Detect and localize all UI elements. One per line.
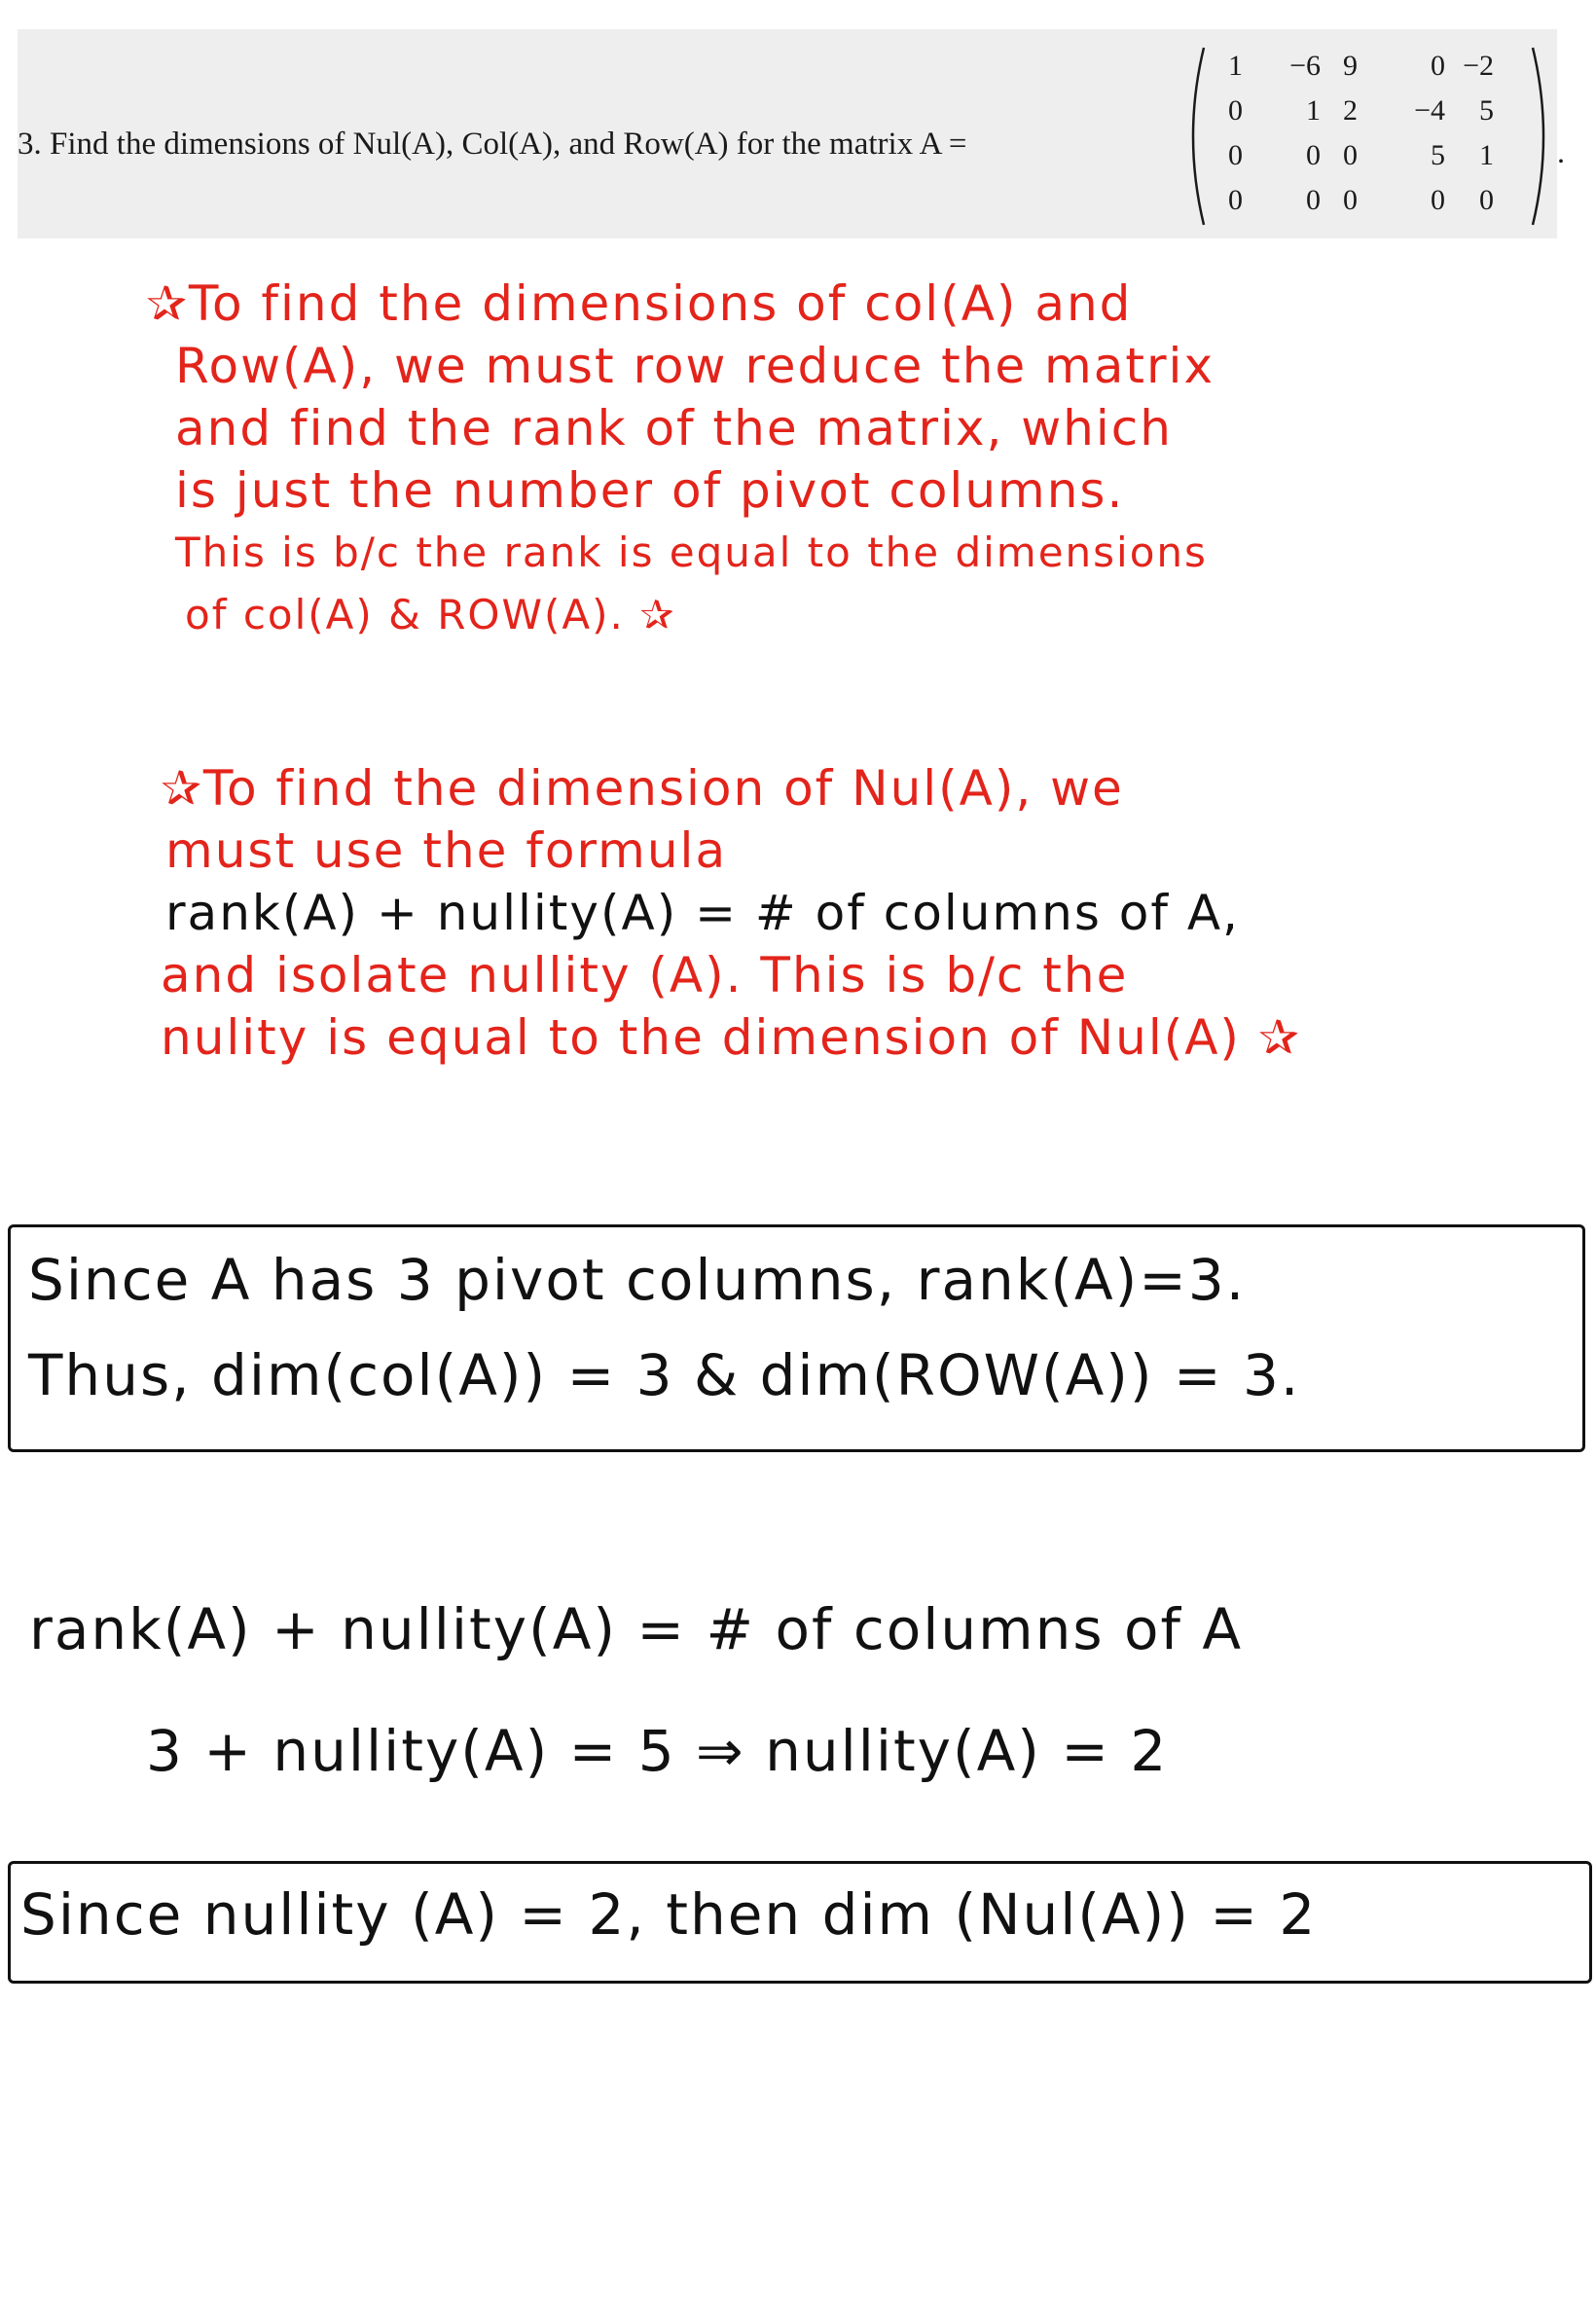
matrix-cell: 0: [1228, 184, 1243, 216]
matrix-cell: 2: [1343, 94, 1358, 127]
note-line: ✰To find the dimensions of col(A) and: [146, 275, 1133, 332]
matrix-spacer: [1494, 133, 1542, 178]
matrix-cell: 0: [1479, 184, 1494, 216]
matrix-cell: 1: [1479, 139, 1494, 171]
conclusion-box-rank: [8, 1224, 1585, 1452]
matrix-grid: [1208, 44, 1543, 229]
matrix-cell: 9: [1343, 50, 1358, 82]
note-col-row: [146, 273, 1215, 646]
matrix-cell: 5: [1431, 139, 1445, 171]
problem-statement: [18, 29, 1565, 238]
conclusion-line: Since nullity (A) = 2, then dim (Nul(A)) = 2: [20, 1881, 1318, 1948]
problem-prompt-text: Find the dimensions of Nul(A), Col(A), and Row(A) for the matrix A =: [50, 127, 967, 162]
formula-line: rank(A) + nullity(A) = # of columns of A,: [165, 885, 1240, 941]
matrix-cell: 0: [1306, 184, 1321, 216]
matrix-cell: 0: [1343, 139, 1358, 171]
problem-number: 3.: [18, 127, 42, 162]
matrix-cell: 0: [1228, 139, 1243, 171]
matrix-cell: 1: [1306, 94, 1321, 127]
matrix-spacer: [1494, 44, 1542, 89]
matrix-cell: −6: [1289, 50, 1321, 82]
note-line: is just the number of pivot columns.: [175, 462, 1125, 519]
conclusion-box-nullity: [8, 1861, 1592, 1984]
matrix-cell: 0: [1431, 184, 1445, 216]
note-line: and find the rank of the matrix, which: [175, 400, 1173, 456]
note-line: and isolate nullity (A). This is b/c the: [161, 947, 1129, 1003]
work-solve: 3 + nullity(A) = 5 ⇒ nullity(A) = 2: [146, 1718, 1169, 1784]
note-line: Row(A), we must row reduce the matrix: [175, 338, 1215, 394]
note-line: of col(A) & ROW(A). ✰: [185, 591, 676, 638]
matrix-cell: 1: [1228, 50, 1243, 82]
matrix-cell: −4: [1414, 94, 1445, 127]
note-line: nulity is equal to the dimension of Nul(A) ✰: [161, 1009, 1301, 1066]
matrix-cell: 0: [1343, 184, 1358, 216]
matrix-cell: 5: [1479, 94, 1494, 127]
work-formula: rank(A) + nullity(A) = # of columns of A: [29, 1596, 1244, 1662]
matrix-period: .: [1557, 134, 1565, 169]
matrix-cell: 0: [1228, 94, 1243, 127]
note-line: This is b/c the rank is equal to the dimensions: [175, 529, 1208, 576]
note-nullity: [161, 757, 1301, 1069]
matrix-cell: −2: [1463, 50, 1494, 82]
matrix-cell: 0: [1306, 139, 1321, 171]
matrix-cell: 0: [1431, 50, 1445, 82]
problem-prompt: [18, 127, 967, 163]
matrix-spacer: [1494, 89, 1542, 133]
note-line: ✰To find the dimension of Nul(A), we: [161, 760, 1124, 817]
conclusion-line: Since A has 3 pivot columns, rank(A)=3.: [28, 1247, 1247, 1313]
conclusion-line: Thus, dim(col(A)) = 3 & dim(ROW(A)) = 3.: [28, 1342, 1301, 1408]
matrix-a: [1180, 44, 1555, 229]
matrix-spacer: [1494, 178, 1542, 223]
note-line: must use the formula: [165, 822, 728, 879]
